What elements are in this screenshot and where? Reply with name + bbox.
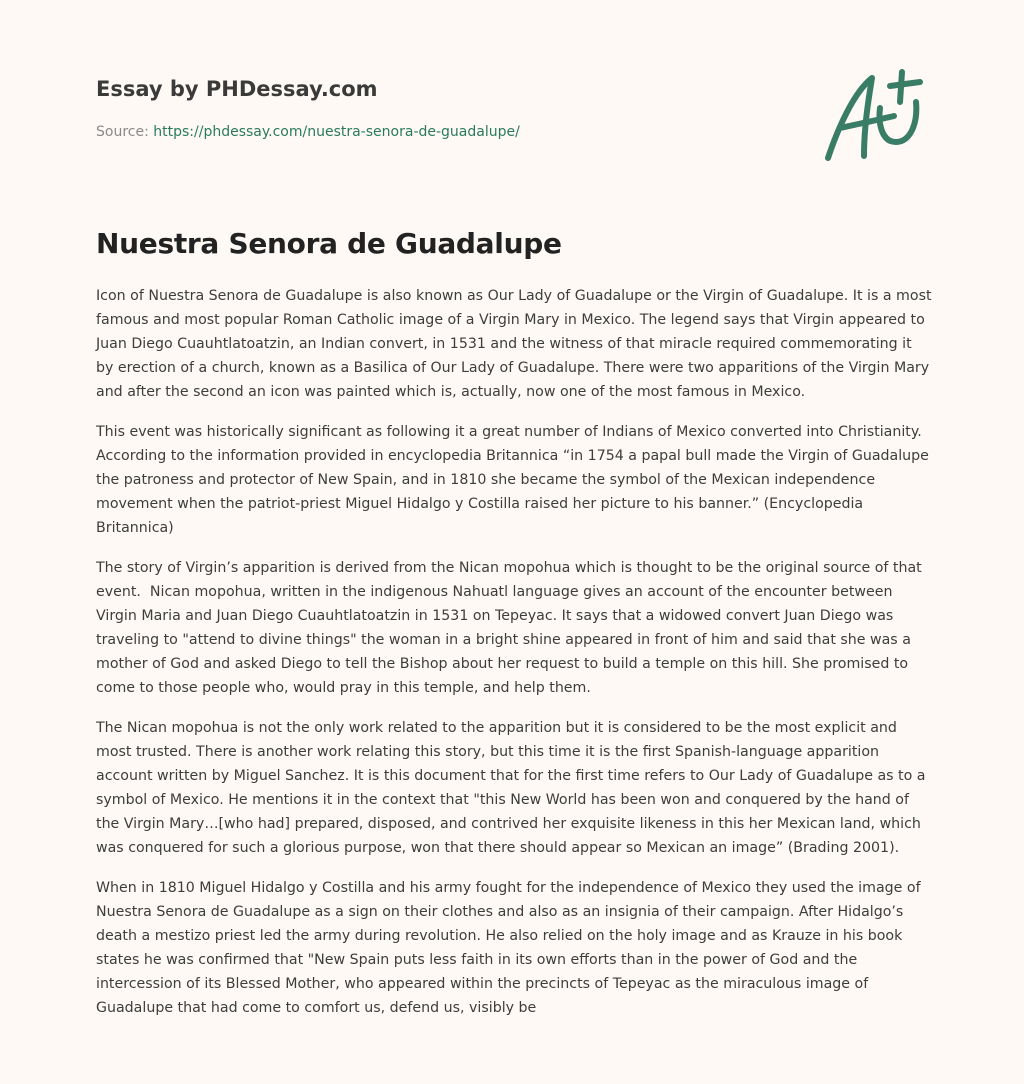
essay-paragraph: The Nican mopohua is not the only work related to the apparition but it is considered to be the most explicit and most trusted. There is another work relating this story, but this time it is the first Spanish-language apparition account written by Miguel Sanchez. It is this document that for the first time refers to Our Lady of Guadalupe as to a symbol of Mexico. He mentions it in the context that "this New World has been won and conquered by the hand of the Virgin Mary…[who had] prepared, disposed, and contrived her exquisite likeness in this her Mexican land, which was conquered for such a glorious purpose, won that there should appear so Mexican an image” (Brading 2001). <box>96 720 931 856</box>
essay-header <box>96 74 796 142</box>
essay-paragraph: When in 1810 Miguel Hidalgo y Costilla and his army fought for the independence of Mexico they used the image of Nuestra Senora de Guadalupe as a sign on their clothes and also as an insignia of their campaign. After Hidalgo’s death a mestizo priest led the army during revolution. He also relied on the holy image and as Krauze in his book states he was confirmed that "New Spain puts less faith in its own efforts than in the power of God and the intercession of its Blessed Mother, who appeared within the precincts of Tepeyac as the miraculous image of Guadalupe that had come to comfort us, defend us, visibly be <box>96 880 926 1016</box>
a-plus-logo-icon <box>818 62 930 166</box>
source-link[interactable]: https://phdessay.com/nuestra-senora-de-guadalupe/ <box>153 124 520 140</box>
site-title: Essay by PHDessay.com <box>96 77 378 101</box>
essay-paragraph: The story of Virgin’s apparition is derived from the Nican mopohua which is thought to be the original source of that event. Nican mopohua, written in the indigenous Nahuatl language gives an account of the encounter between Virgin Maria and Juan Diego Cuauhtlatoatzin in 1531 on Tepeyac. It says that a widowed convert Juan Diego was traveling to "attend to divine things" the woman in a bright shine appeared in front of him and said that she was a mother of God and asked Diego to tell the Bishop about her request to build a temple on this hill. She promised to come to those people who, would pray in this temple, and help them. <box>96 560 927 696</box>
essay-paragraph: This event was historically significant as following it a great number of Indians of Mexico converted into Christianity. According to the information provided in encyclopedia Britannica “in 1754 a papal bull made the Virgin of Guadalupe the patroness and protector of New Spain, and in 1810 she became the symbol of the Mexican independence movement when the patriot-priest Miguel Hidalgo y Costilla raised her picture to his banner.” (Encyclopedia Britannica) <box>96 424 934 536</box>
source-label: Source: <box>96 124 154 140</box>
essay-body <box>96 284 937 1068</box>
essay-title: Nuestra Senora de Guadalupe <box>96 227 562 260</box>
source-line <box>96 122 796 142</box>
essay-paragraph: Icon of Nuestra Senora de Guadalupe is also known as Our Lady of Guadalupe or the Virgin of Guadalupe. It is a most famous and most popular Roman Catholic image of a Virgin Mary in Mexico. The legend says that Virgin appeared to Juan Diego Cuauhtlatoatzin, an Indian convert, in 1531 and the witness of that miracle required commemorating it by erection of a church, known as a Basilica of Our Lady of Guadalupe. There were two apparitions of the Virgin Mary and after the second an icon was painted which is, actually, now one of the most famous in Mexico. <box>96 288 937 400</box>
